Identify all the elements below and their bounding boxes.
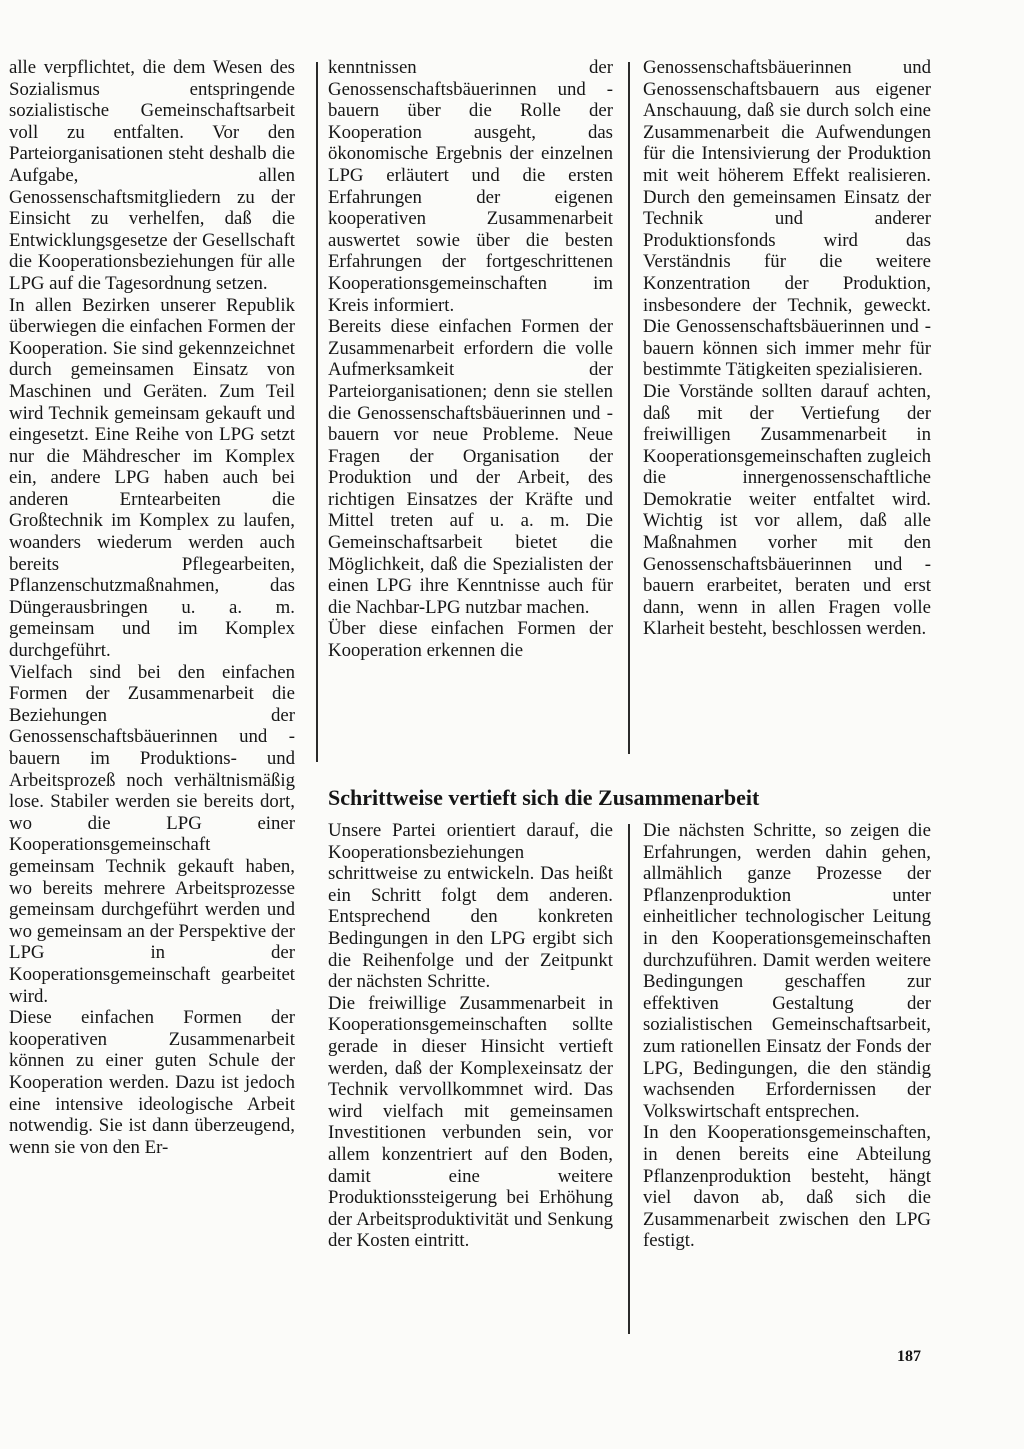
page-number: 187 [897, 1348, 921, 1365]
column-right-bottom [643, 820, 931, 1330]
paragraph: In allen Bezirken unserer Republik überwiegen die einfachen Formen der Kooperation. Sie sind gekennzeichnet durch gemeinsamen Einsatz von Maschinen und Geräten. Zum Teil wird Technik gemeinsam gekauft und eingesetzt. Eine Reihe von LPG setzt nur die Mähdrescher im Komplex ein, andere LPG haben auch bei anderen Erntearbeiten die Großtechnik im Komplex zu laufen, woanders wiederum werden auch bereits Pflegearbeiten, Pflanzenschutzmaßnahmen, das Düngerausbringen u. a. m. gemeinsam und im Komplex durchgeführt. [9, 294, 295, 662]
paragraph: kenntnissen der Genossenschaftsbäuerinnen und -bauern über die Rolle der Kooperation ausgeht, das ökonomische Ergebnis der einzelnen LPG erläutert und die ersten Erfahrungen der eigenen kooperativen Zusammenarbeit auswertet sowie über die besten Erfahrungen der fortgeschrittenen Kooperationsgemeinschaften im Kreis informiert. [328, 57, 613, 316]
paragraph: Diese einfachen Formen der kooperativen Zusammenarbeit können zu einer guten Schule der Kooperation werden. Dazu ist jedoch eine intensive ideologische Arbeit notwendig. Sie ist dann überzeugend, wenn sie von den Er- [9, 1007, 295, 1158]
paragraph: In den Kooperationsgemeinschaften, in denen bereits eine Abteilung Pflanzenproduktion besteht, hängt viel davon ab, daß sich die Zusammenarbeit zwischen den LPG festigt. [643, 1122, 931, 1252]
column-divider [316, 62, 318, 762]
paragraph: Bereits diese einfachen Formen der Zusammenarbeit erfordern die volle Aufmerksamkeit der Parteiorganisationen; denn sie stellen die Genossenschaftsbäuerinnen und -bauern vor neue Probleme. Neue Fragen der Organisation der Produktion und der Arbeit, des richtigen Einsatzes der Kräfte und Mittel treten auf u. a. m. Die Gemeinschaftsarbeit bietet die Möglichkeit, daß die Spezialisten der einen LPG ihre Kenntnisse auch für die Nachbar-LPG nutzbar machen. [328, 316, 613, 618]
paragraph: Genossenschaftsbäuerinnen und Genossenschaftsbauern aus eigener Anschauung, daß sie durch solch eine Zusammenarbeit die Aufwendungen für die Intensivierung der Produktion mit weit höherem Effekt realisieren. Durch den gemeinsamen Einsatz der Technik und anderer Produktionsfonds wird das Verständnis für die weitere Konzentration der Produktion, insbesondere der Technik, geweckt. Die Genossenschaftsbäuerinnen und -bauern können sich immer mehr für bestimmte Tätigkeiten spezialisieren. [643, 57, 931, 381]
column-right-top [643, 57, 931, 757]
column-left [9, 57, 295, 1327]
paragraph: Unsere Partei orientiert darauf, die Kooperationsbeziehungen schrittweise zu entwickeln. Das heißt ein Schritt folgt dem anderen. Entsprechend den konkreten Bedingungen in den LPG ergibt sich die Reihenfolge und der Zeitpunkt der nächsten Schritte. [328, 820, 613, 993]
column-divider [628, 824, 630, 1334]
paragraph: Die Vorstände sollten darauf achten, daß mit der Vertiefung der freiwilligen Zusammenarbeit in Kooperationsgemeinschaften zugleich die innergenossenschaftliche Demokratie weiter entfaltet wird. Wichtig ist vor allem, daß alle Maßnahmen vorher mit den Genossenschaftsbäuerinnen und -bauern erarbeitet, beraten und erst dann, wenn in allen Fragen volle Klarheit besteht, beschlossen werden. [643, 380, 931, 640]
paragraph: Die freiwillige Zusammenarbeit in Kooperationsgemeinschaften sollte gerade in dieser Hinsicht vertieft werden, daß der Komplexeinsatz der Technik vervollkommnet wird. Das wird vielfach mit gemeinsamen Investitionen verbunden sein, vor allem konzentriert auf den Boden, damit eine weitere Produktionssteigerung bei Erhöhung der Arbeitsproduktivität und Senkung der Kosten eintritt. [328, 992, 613, 1252]
section-heading: Schrittweise vertieft sich die Zusammenarbeit [328, 785, 760, 810]
column-middle-bottom [328, 820, 613, 1330]
column-middle-top [328, 57, 613, 757]
paragraph: Vielfach sind bei den einfachen Formen der Zusammenarbeit die Beziehungen der Genossenschaftsbäuerinnen und -bauern im Produktions- und Arbeitsprozeß noch verhältnismäßig lose. Stabiler werden sie bereits dort, wo die LPG einer Kooperationsgemeinschaft gemeinsam Technik gekauft haben, wo bereits mehrere Arbeitsprozesse gemeinsam durchgeführt werden und wo gemeinsam an der Perspektive der LPG in der Kooperationsgemeinschaft gearbeitet wird. [9, 661, 295, 1007]
paragraph: alle verpflichtet, die dem Wesen des Sozialismus entspringende sozialistische Gemeinschaftsarbeit voll zu entfalten. Vor den Parteiorganisationen steht deshalb die Aufgabe, allen Genossenschaftsmitgliedern zu der Einsicht zu verhelfen, daß die Entwicklungsgesetze der Gesellschaft die Kooperationsbeziehungen für alle LPG auf die Tagesordnung setzen. [9, 57, 295, 294]
column-divider [628, 62, 630, 754]
paragraph: Die nächsten Schritte, so zeigen die Erfahrungen, werden dahin gehen, allmählich ganze Prozesse der Pflanzenproduktion unter einheitlicher technologischer Leitung in den Kooperationsgemeinschaften durchzuführen. Damit werden weitere Bedingungen geschaffen zur effektiven Gestaltung der sozialistischen Gemeinschaftsarbeit, zum rationellen Einsatz der Fonds der LPG, Bedingungen, die den ständig wachsenden Erfordernissen der Volkswirtschaft entsprechen. [643, 820, 931, 1122]
paragraph: Über diese einfachen Formen der Kooperation erkennen die [328, 618, 613, 662]
